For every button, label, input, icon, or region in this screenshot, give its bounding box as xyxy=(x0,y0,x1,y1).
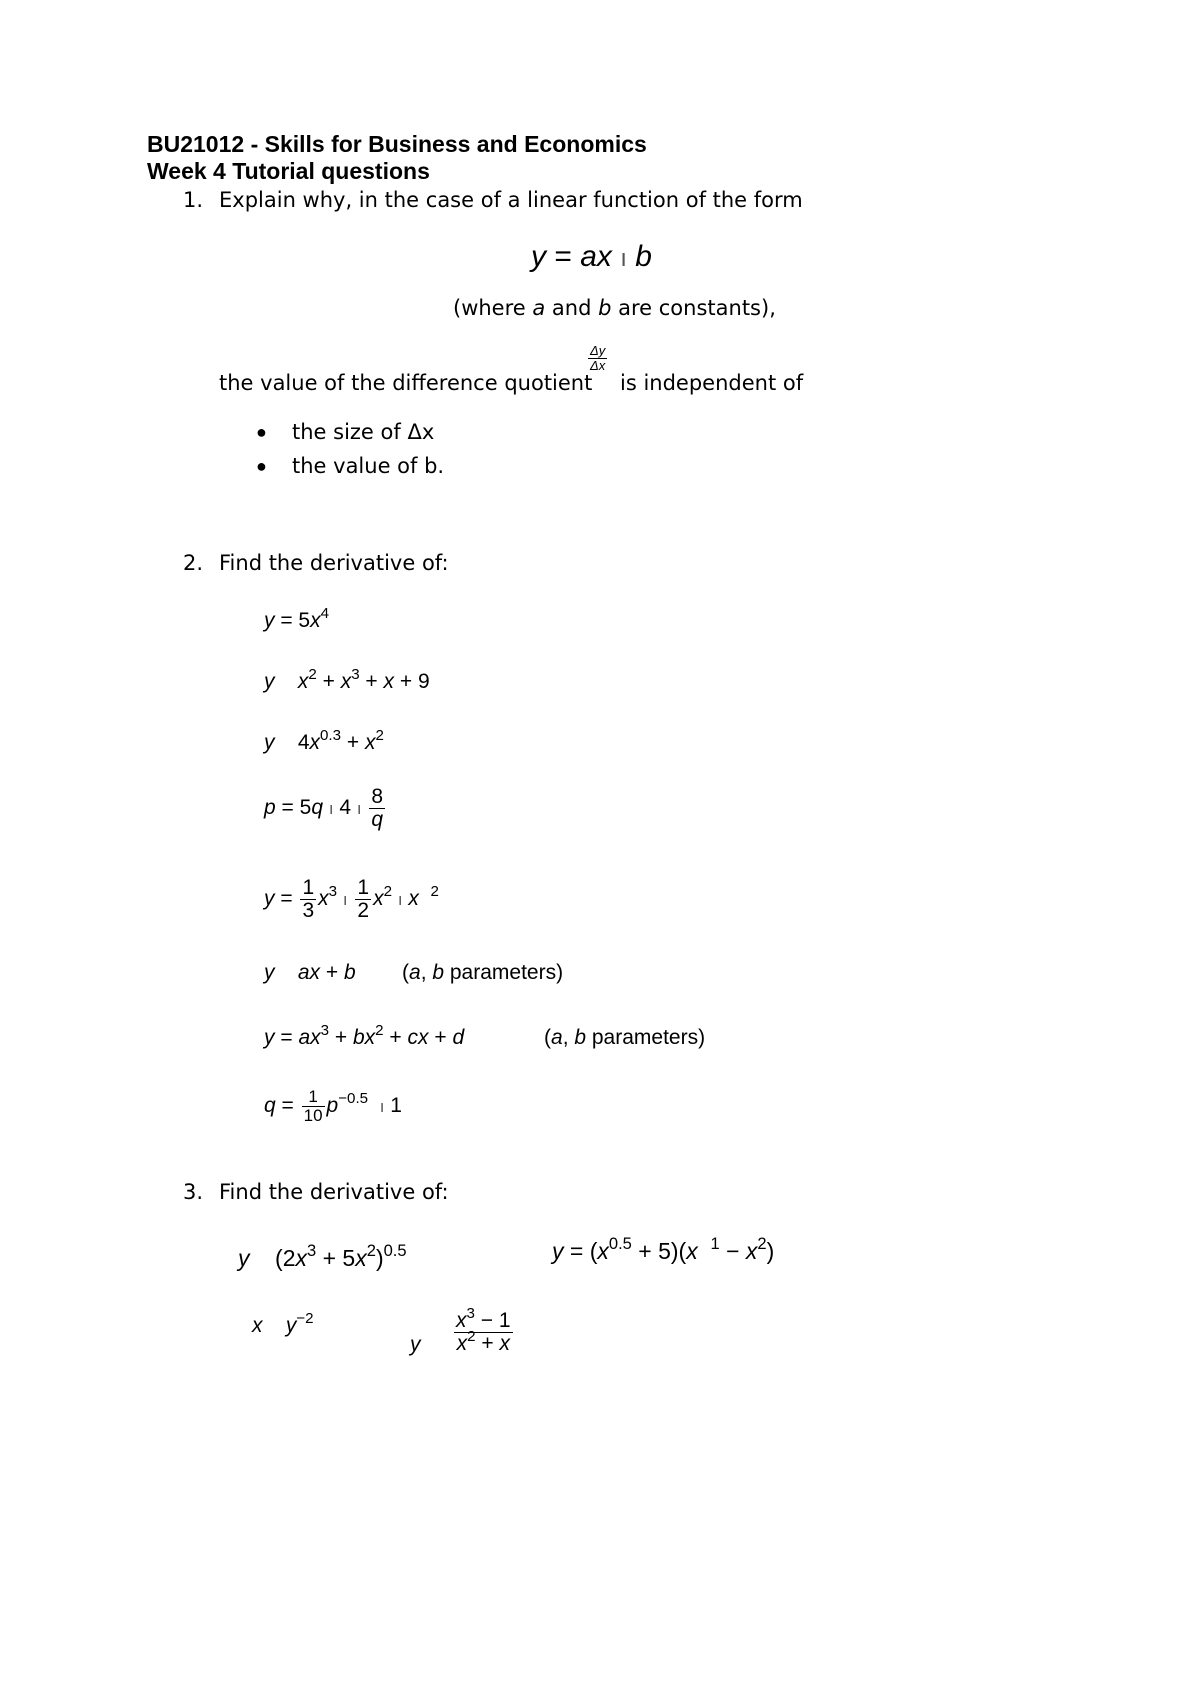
bullet-icon: ● xyxy=(256,422,267,442)
difference-quotient: $\frac{\Delta y}{\Delta x}$ xyxy=(590,343,606,373)
q1-where-clause: (where a and b are constants), xyxy=(453,296,776,320)
q1-intro: Explain why, in the case of a linear function of the form xyxy=(219,188,803,212)
q2-expr-3: y $4x^{0.3} + x^2$ xyxy=(264,726,384,754)
q1-quotient-text-after: is independent of xyxy=(620,371,804,395)
q2-expr-8: q = $\frac{1}{10}$ $p^{-0.5}$ ı 1 xyxy=(264,1087,402,1125)
q2-expr-1: $y = 5x^4$ xyxy=(264,604,330,632)
q1-number: 1. xyxy=(183,188,204,212)
q2-expr-6: y ax + b xyxy=(264,961,356,984)
q1-bullet-2: the value of b. xyxy=(292,454,445,478)
q2-expr-5: y = $\frac{1}{3}$ $x^3$ ı $\frac{1}{2}$ $x^2$ ı x $^2$ xyxy=(264,876,439,923)
q2-params-note-2: (a, b parameters) xyxy=(544,1026,706,1049)
q2-title: Find the derivative of: xyxy=(219,551,449,575)
q3-expr-1: y $(2x^3 + 5x^2)^{0.5}$ xyxy=(238,1241,407,1271)
bullet-icon: ● xyxy=(256,456,267,476)
q3-title: Find the derivative of: xyxy=(219,1180,449,1204)
q2-number: 2. xyxy=(183,551,204,575)
course-title: BU21012 - Skills for Business and Economics xyxy=(147,131,647,157)
q3-expr-4-fraction: $\frac{x^3 - 1}{x^2 + x}$ xyxy=(456,1304,511,1356)
q1-quotient-text-before: the value of the difference quotient xyxy=(219,371,593,395)
q3-expr-3: x $y^{-2}$ xyxy=(252,1309,314,1337)
q3-number: 3. xyxy=(183,1180,204,1204)
q2-params-note-1: (a, b parameters) xyxy=(402,961,564,984)
q1-bullet-1: the size of Δx xyxy=(292,420,435,444)
q3-expr-2: $y = (x^{0.5} + 5)(x$ $^1 - x^2$) xyxy=(552,1234,775,1264)
page-subtitle: Week 4 Tutorial questions xyxy=(147,158,430,184)
q2-expr-2: y $x^2 + x^3 + x + 9$ xyxy=(264,665,430,693)
q2-expr-4: p = 5q ı 4 ı $\frac{8}{q}$ xyxy=(264,785,384,832)
q3-expr-4-lhs: y xyxy=(410,1333,421,1356)
q1-formula: y = ax ı b xyxy=(531,240,652,273)
q2-expr-7: $y = ax^3 + bx^2$ + cx + d xyxy=(264,1021,465,1049)
